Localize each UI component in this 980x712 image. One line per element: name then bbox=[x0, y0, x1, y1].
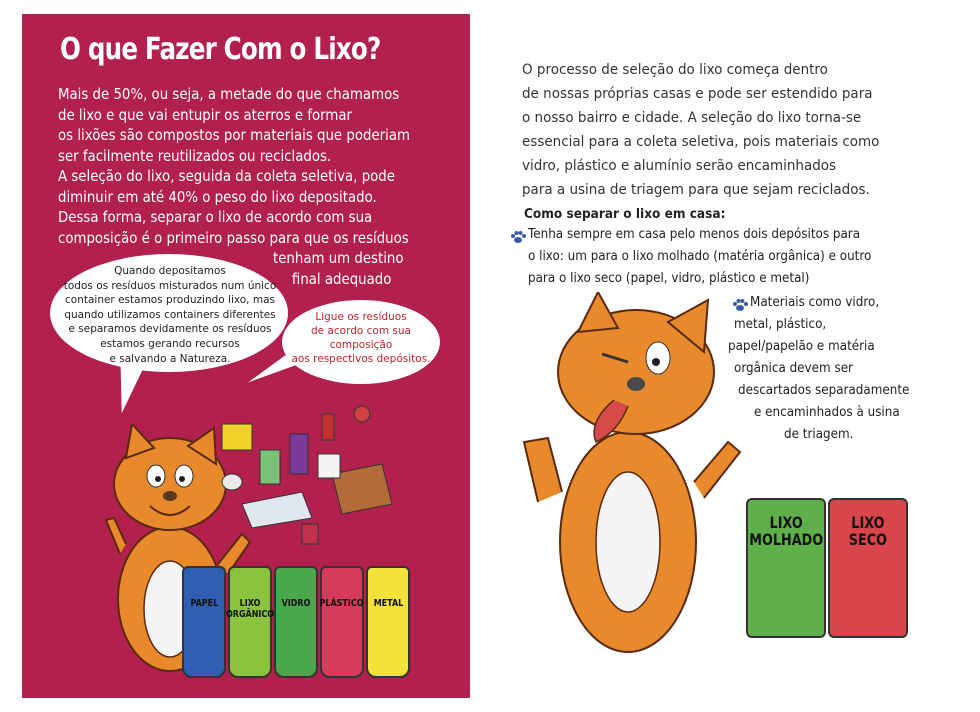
bin-papel bbox=[182, 566, 226, 678]
bin-label: VIDRO bbox=[281, 598, 311, 609]
paragraph-line: tenham um destino bbox=[273, 249, 404, 267]
bin-vidro bbox=[274, 566, 318, 678]
tip-2-line: papel/papelão e matéria bbox=[728, 339, 875, 354]
paragraph-line: ser facilmente reutilizados ou reciclados. bbox=[58, 146, 332, 165]
tip-2-line: metal, plástico, bbox=[734, 317, 827, 332]
paragraph-line: Mais de 50%, ou seja, a metade do que chamamos bbox=[58, 85, 400, 103]
paragraph-line: diminuir em até 40% o peso do lixo depositado. bbox=[58, 187, 377, 206]
tip-2-line: e encaminhados à usina bbox=[754, 405, 900, 420]
tip-2-line: de triagem. bbox=[784, 427, 854, 442]
bin-label: LIXO SECO bbox=[848, 513, 888, 549]
section-subheading: Como separar o lixo em casa: bbox=[524, 206, 726, 222]
paragraph-line: composição é o primeiro passo para que os resíduos bbox=[58, 228, 409, 247]
speech-bubble-1-text bbox=[60, 264, 280, 366]
tip-1-line: Tenha sempre em casa pelo menos dois depósitos para bbox=[528, 227, 861, 242]
bubble-line: todos os resíduos misturados num único bbox=[63, 279, 277, 292]
trash-items-illustration bbox=[212, 384, 412, 554]
page-title: O que Fazer Com o Lixo? bbox=[60, 32, 381, 67]
intro-line: vidro, plástico e alumínio serão encaminhados bbox=[522, 158, 837, 174]
bin-label: PLÁSTICO bbox=[319, 598, 365, 609]
tip-2-line: orgânica devem ser bbox=[734, 361, 853, 376]
bin-lixo-seco bbox=[828, 498, 908, 638]
paragraph-line: final adequado bbox=[291, 269, 392, 288]
left-page bbox=[22, 14, 470, 698]
paw-icon bbox=[510, 230, 526, 244]
bin-lixo-organico bbox=[225, 566, 275, 678]
bubble-line: Quando depositamos bbox=[114, 265, 226, 277]
intro-line: essencial para a coleta seletiva, pois materiais como bbox=[522, 134, 880, 150]
paragraph-line: A seleção do lixo, seguida da coleta seletiva, pode bbox=[58, 167, 395, 185]
bubble-line: Ligue os resíduos bbox=[315, 311, 407, 323]
bin-label: PAPEL bbox=[190, 598, 218, 609]
cat-illustration-2 bbox=[518, 292, 758, 672]
right-page bbox=[482, 10, 972, 700]
bubble-line: estamos gerando recursos bbox=[100, 337, 240, 350]
bubble-line: quando utilizamos containers diferentes bbox=[64, 308, 276, 321]
bin-label: LIXO MOLHADO bbox=[749, 513, 823, 549]
intro-line: o nosso bairro e cidade. A seleção do lixo torna-se bbox=[522, 110, 862, 126]
bubble-line: aos respectivos depósitos. bbox=[291, 353, 431, 365]
bubble-line: e salvando a Natureza. bbox=[109, 352, 231, 365]
tip-1-line: para o lixo seco (papel, vidro, plástico e metal) bbox=[528, 271, 810, 286]
bin-lixo-molhado bbox=[746, 498, 826, 638]
speech-bubble-1-tail bbox=[112, 362, 144, 415]
paragraph-line: os lixões são compostos por materiais que poderiam bbox=[58, 126, 410, 144]
bubble-line: container estamos produzindo lixo, mas bbox=[65, 294, 275, 307]
intro-line: de nossas próprias casas e pode ser estendido para bbox=[522, 86, 873, 102]
bubble-line: de acordo com sua composição bbox=[311, 325, 411, 351]
bin-plastico bbox=[320, 566, 364, 678]
paragraph-line: de lixo e que vai entupir os aterros e formar bbox=[58, 105, 353, 124]
bubble-line: e separamos devidamente os resíduos bbox=[68, 323, 272, 336]
bin-label: LIXO ORGÂNICO bbox=[225, 598, 275, 620]
intro-line: O processo de seleção do lixo começa dentro bbox=[522, 62, 828, 78]
tip-2-line: descartados separadamente bbox=[738, 383, 910, 398]
tip-1-line: o lixo: um para o lixo molhado (matéria orgânica) e outro bbox=[528, 249, 872, 264]
tip-2-line: Materiais como vidro, bbox=[750, 295, 880, 310]
bin-metal bbox=[366, 566, 410, 678]
paragraph-line: Dessa forma, separar o lixo de acordo com sua bbox=[58, 208, 373, 226]
intro-line: para a usina de triagem para que sejam reciclados. bbox=[522, 182, 870, 198]
speech-bubble-2-text bbox=[288, 310, 434, 366]
bin-label: METAL bbox=[373, 598, 403, 609]
